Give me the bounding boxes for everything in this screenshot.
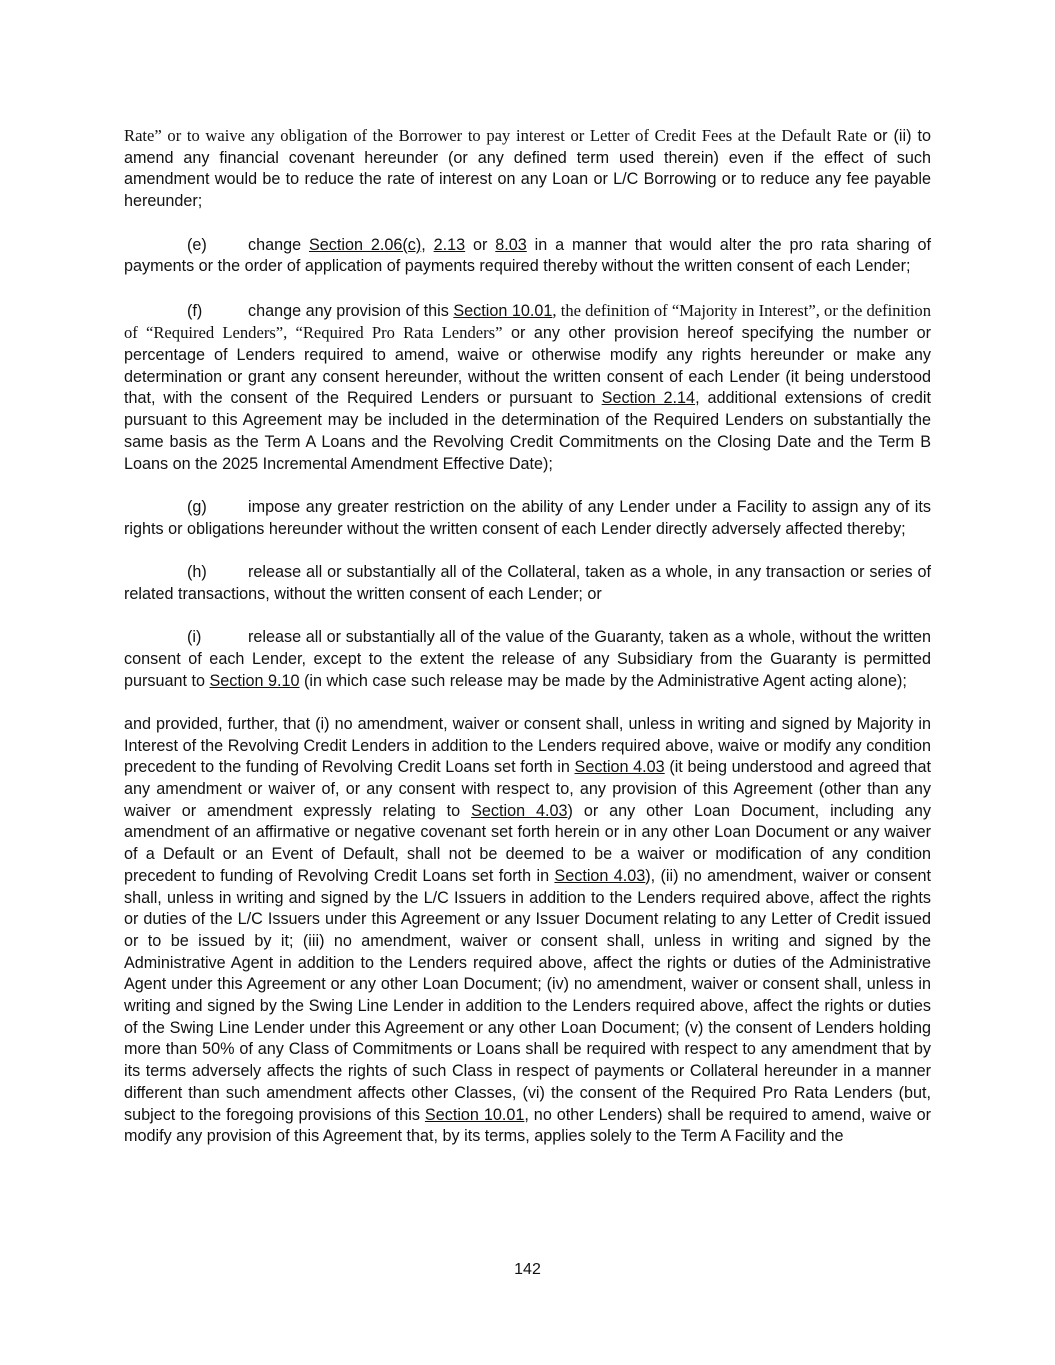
text-segment: change any provision of this (248, 301, 454, 320)
text-segment: ) or any other Loan Document, including any amendment of an affirmative or negative covenant set forth herein or in any other Loan Document or any waiver of a Default or an Event of Default, shall not be deemed to be a waiver or modification of any condition precedent to funding of Revolving Credit Loans set forth in (124, 801, 931, 885)
section-reference: Section 4.03 (471, 801, 568, 820)
section-reference: 2.13 (433, 235, 466, 254)
clause-h (124, 562, 931, 605)
text-segment: or (ii) to amend any financial covenant hereunder (or any defined term used therein) even if the effect of such amendment would be to reduce the rate of interest on any Loan or L/C Borrowing or to reduce any fee payable hereunder; (124, 127, 931, 211)
section-reference: Section 10.01 (453, 301, 553, 320)
text-segment: or any other provision hereof specifying the number or percentage of Lenders required to amend, waive or otherwise modify any rights hereunder or make any determination or grant any consent hereunder, without the written consent of each Lender (it being understood that, with the consent of the Required Lenders or pursuant to (124, 324, 931, 408)
provided-further-paragraph (124, 714, 931, 1148)
text-segment: release all or substantially all of the Collateral, taken as a whole, in any transaction or series of related transactions, without the written consent of each Lender; or (124, 563, 931, 603)
text-segment: , the definition of “Majority in Interest”, or the definition of “Required Lenders”, “Required Pro Rata Lenders” (124, 300, 932, 343)
text-segment: or (465, 235, 496, 254)
document-body (124, 125, 931, 1148)
text-segment: (it being understood and agreed that any amendment or waiver of, or any consent with respect to, any provision of this Agreement (other than any waiver or amendment expressly relating to (124, 758, 931, 820)
clause-label: (i) (187, 628, 202, 647)
text-segment: ), (ii) no amendment, waiver or consent shall, unless in writing and signed by the L/C Issuers in addition to the Lenders required above, affect the rights or duties of the L/C Issuers under this Agreement or any Issuer Document relating to any Letter of Credit issued or to be issued by it; (iii) no amendment, waiver or consent shall, unless in writing and signed by the Administrative Agent in addition to the Lenders required above, affect the rights or duties of the Administrative Agent under this Agreement or any other Loan Document; (iv) no amendment, waiver or consent shall, unless in writing and signed by the Swing Line Lender in addition to the Lenders required above, affect the rights or duties of the Swing Line Lender under this Agreement or any other Loan Document; (v) the consent of Lenders holding more than 50% of any Class of Commitments or Loans shall be required with respect to any amendment that by its terms adversely affects the rights of such Class in respect of payments or Collateral hereunder in a manner different than such amendment affects other Classes, (vi) the consent of the Required Pro Rata Lenders (but, subject to the foregoing provisions of this (124, 866, 931, 1124)
clause-label: (h) (187, 563, 207, 581)
section-reference: Section 10.01 (424, 1105, 525, 1124)
section-reference: 8.03 (495, 235, 527, 254)
clause-label: (e) (187, 235, 207, 254)
section-reference: Section 2.14 (601, 389, 696, 408)
text-segment: , no other Lenders) shall be required to amend, waive or modify any provision of this Agreement that, by its terms, applies solely to the Term A Facility and the (124, 1105, 931, 1146)
text-segment: , additional extensions of credit pursuant to this Agreement may be included in the determination of the Required Lenders on substantially the same basis as the Term A Loans and the Revolving Credit Commitments on the Closing Date and the Term B Loans on the 2025 Incremental Amendment Effective Date); (124, 389, 931, 473)
clause-e (124, 235, 931, 278)
clause-i (124, 627, 931, 692)
text-segment: (in which case such release may be made by the Administrative Agent acting alone); (299, 671, 907, 690)
clause-g (124, 497, 931, 540)
clause-label: (g) (187, 497, 207, 516)
text-segment: , (421, 235, 434, 254)
section-reference: Section 4.03 (554, 866, 646, 885)
section-reference: Section 9.10 (209, 671, 300, 690)
text-segment: impose any greater restriction on the ability of any Lender under a Facility to assign any of its rights or obligations hereunder without the written consent of each Lender directly adversely affected thereby; (124, 497, 931, 538)
section-reference: Section 2.06(c) (308, 235, 422, 254)
clause-label: (f) (187, 301, 203, 320)
text-segment: change (248, 235, 309, 254)
page-number: 142 (514, 1261, 541, 1278)
section-reference: Section 4.03 (574, 758, 665, 777)
paragraph-continuation (124, 125, 931, 213)
text-segment: release all or substantially all of the value of the Guaranty, taken as a whole, without the written consent of each Lender, except to the extent the release of any Subsidiary from the Guaranty is permitted pursuant to (124, 628, 931, 690)
text-segment: Rate” or to waive any obligation of the Borrower to pay interest or Letter of Credit Fees at the Default Rate (124, 126, 868, 145)
text-segment: in a manner that would alter the pro rata sharing of payments or the order of application of payments required thereby without the written consent of each Lender; (124, 235, 932, 276)
text-segment: and provided, further, that (i) no amendment, waiver or consent shall, unless in writing and signed by Majority in Interest of the Revolving Credit Lenders in addition to the Lenders required above, waive or modify any condition precedent to the funding of Revolving Credit Loans set forth in (124, 714, 931, 777)
clause-f (124, 300, 931, 476)
